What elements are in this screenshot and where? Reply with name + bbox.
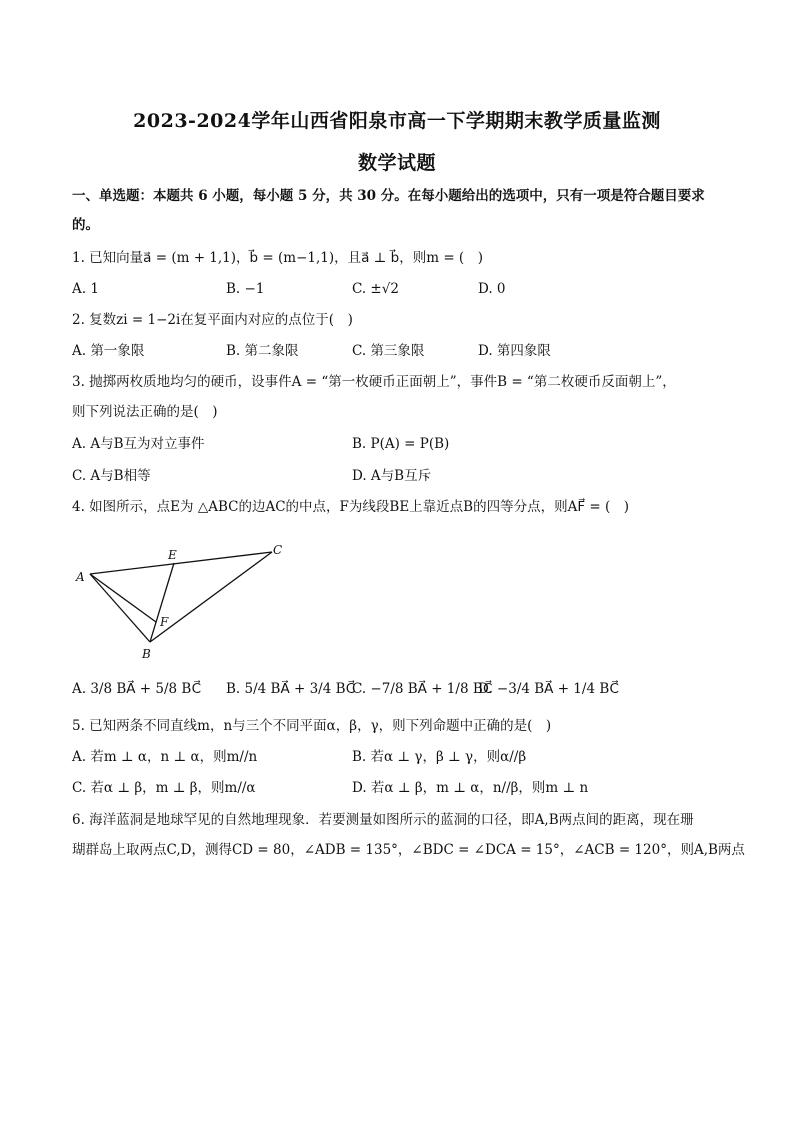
segment-ab (90, 574, 150, 642)
segment-af (90, 574, 156, 622)
q4-option-b: B. 5/4 BA⃗ + 3/4 BC⃗ (226, 681, 356, 697)
exam-subtitle: 数学试题 (357, 152, 436, 174)
label-c: C (273, 543, 283, 557)
q4-option-d: D. −3/4 BA⃗ + 1/4 BC⃗ (478, 681, 619, 697)
q5-option-c: C. 若α ⊥ β，m ⊥ β，则m//α (72, 780, 256, 796)
q2-option-d: D. 第四象限 (478, 343, 551, 359)
question-4-stem: 4. 如图所示，点E为 △ABC的边AC的中点，F为线段BE上靠近点B的四等分点，则AF⃗ = ( ) (72, 499, 630, 515)
question-5-stem: 5. 已知两条不同直线m，n与三个不同平面α，β，γ，则下列命题中正确的是( ) (72, 718, 552, 734)
q3-option-b: B. P(A) = P(B) (352, 436, 450, 452)
q1-option-a: A. 1 (72, 281, 99, 297)
question-2-stem: 2. 复数zi = 1−2i在复平面内对应的点位于( ) (72, 312, 353, 328)
question-6-stem-line1: 6. 海洋蓝洞是地球罕见的自然地理现象．若要测量如图所示的蓝洞的口径，即A,B两点间的距离，现在珊 (72, 812, 694, 828)
label-e: E (168, 548, 177, 562)
q1-option-c: C. ±√2 (352, 281, 399, 297)
question-1-stem: 1. 已知向量a⃗ = (m + 1,1)，b⃗ = (m−1,1)，且a⃗ ⊥ b⃗，则m = ( ) (72, 250, 483, 266)
q2-option-c: C. 第三象限 (352, 343, 425, 359)
q5-option-d: D. 若α ⊥ β，m ⊥ α，n//β，则m ⊥ n (352, 780, 589, 796)
question-6-stem-line2: 瑚群岛上取两点C,D，测得CD = 80，∠ADB = 135°，∠BDC = ∠DCA = 15°，∠ACB = 120°，则A,B两点 (72, 842, 745, 858)
label-f: F (160, 615, 169, 629)
exam-title: 2023-2024学年山西省阳泉市高一下学期期末教学质量监测 (133, 110, 661, 132)
section-intro-line2: 的。 (72, 217, 99, 233)
q3-option-d: D. A与B互斥 (352, 468, 432, 484)
segment-be (150, 563, 174, 642)
q3-option-c: C. A与B相等 (72, 468, 151, 484)
q2-option-b: B. 第二象限 (226, 343, 299, 359)
q4-option-a: A. 3/8 BA⃗ + 5/8 BC⃗ (72, 681, 202, 697)
q5-option-b: B. 若α ⊥ γ，β ⊥ γ，则α//β (352, 749, 527, 765)
label-a: A (76, 570, 85, 584)
q4-option-c: C. −7/8 BA⃗ + 1/8 BC⃗ (352, 681, 493, 697)
section-intro-line1: 一、单选题：本题共 6 小题，每小题 5 分，共 30 分。在每小题给出的选项中，只有一项是符合题目要求 (72, 188, 705, 204)
question-3-stem-line1: 3. 抛掷两枚质地均匀的硬币，设事件A = “第一枚硬币正面朝上”，事件B = “第二枚硬币反面朝上”， (72, 374, 676, 390)
q1-option-d: D. 0 (478, 281, 506, 297)
label-b: B (142, 647, 151, 661)
q3-option-a: A. A与B互为对立事件 (72, 436, 205, 452)
question-3-stem-line2: 则下列说法正确的是( ) (72, 404, 218, 420)
q2-option-a: A. 第一象限 (72, 343, 145, 359)
q5-option-a: A. 若m ⊥ α，n ⊥ α，则m//n (72, 749, 258, 765)
triangle-figure (72, 538, 302, 662)
segment-ac (90, 552, 272, 574)
q1-option-b: B. −1 (226, 281, 265, 297)
